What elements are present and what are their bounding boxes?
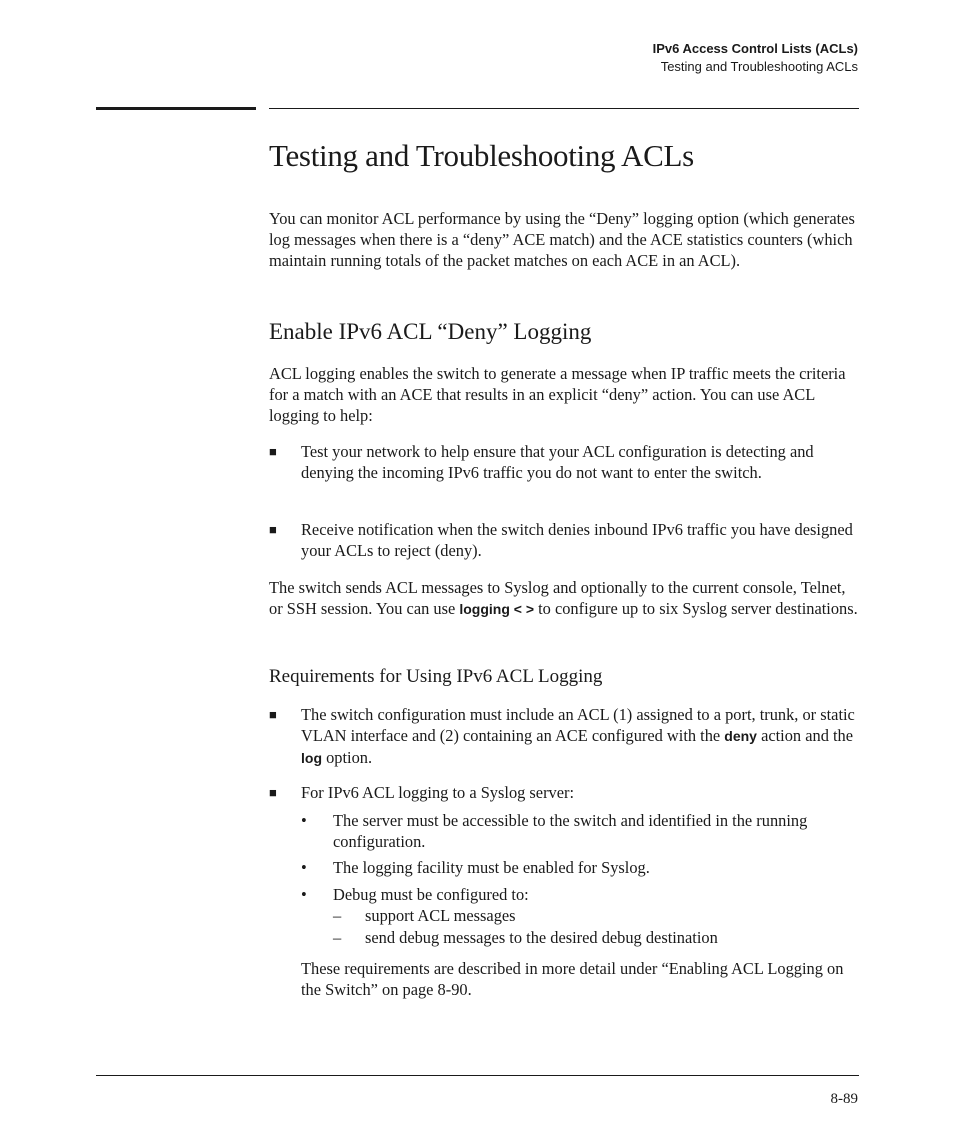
footer-rule: [96, 1075, 859, 1076]
page-title: Testing and Troubleshooting ACLs: [269, 138, 694, 173]
page-number: 8-89: [830, 1091, 858, 1107]
subsection-heading-requirements: Requirements for Using IPv6 ACL Logging: [269, 666, 603, 687]
dash-bullet-icon: –: [333, 906, 342, 925]
dash-text: send debug messages to the desired debug destination: [365, 928, 718, 947]
sub-bullet-text: Debug must be configured to:: [333, 885, 529, 904]
square-bullet-icon: ■: [269, 707, 277, 722]
log-keyword: log: [301, 750, 322, 766]
deny-logging-paragraph: ACL logging enables the switch to generate a message when IP traffic meets the criteria for a match with an ACE that results in an explicit “deny” action. You can use ACL logging to help:: [269, 364, 846, 425]
req-text-a: The switch configuration must include an ACL (1) assigned to a port, trunk, or static VLAN interface and (2) containing an ACE configured with the: [301, 705, 855, 745]
logging-command: logging < >: [459, 601, 535, 617]
bullet-text: Test your network to help ensure that your ACL configuration is detecting and denying the incoming IPv6 traffic you do not want to enter the switch.: [301, 442, 814, 482]
deny-keyword: deny: [724, 728, 757, 744]
header-rule-thin: [269, 108, 859, 109]
dot-bullet-icon: •: [301, 885, 307, 904]
dot-bullet-icon: •: [301, 811, 307, 830]
sub-bullet-text: The server must be accessible to the switch and identified in the running configuration.: [333, 811, 808, 851]
dash-text: support ACL messages: [365, 906, 516, 925]
req-text-b: action and the: [756, 726, 854, 745]
syslog-text-start: The switch sends ACL messages to Syslog and optionally to the current console, Telnet, or SSH session. You can use: [269, 578, 846, 618]
running-header-section: Testing and Troubleshooting ACLs: [660, 59, 858, 74]
req-text-c: option.: [322, 748, 373, 767]
bullet-text: [301, 704, 861, 769]
dash-bullet-icon: –: [333, 928, 342, 947]
intro-paragraph: You can monitor ACL performance by using the “Deny” logging option (which generates log messages when there is a “deny” ACE match) and the ACE statistics counters (which maintain running totals of the packet matches on each ACE in an ACL).: [269, 209, 855, 270]
bullet-text: For IPv6 ACL logging to a Syslog server:: [301, 783, 575, 802]
section-heading-deny-logging: Enable IPv6 ACL “Deny” Logging: [269, 319, 592, 344]
closing-text: These requirements are described in more detail under “Enabling ACL Logging on the Switch” on page 8-90.: [301, 959, 844, 999]
syslog-text-end: to configure up to six Syslog server destinations.: [534, 599, 858, 618]
running-header-chapter: IPv6 Access Control Lists (ACLs): [652, 41, 858, 56]
square-bullet-icon: ■: [269, 444, 277, 459]
dot-bullet-icon: •: [301, 858, 307, 877]
bullet-text: Receive notification when the switch denies inbound IPv6 traffic you have designed your ACLs to reject (deny).: [301, 520, 853, 560]
square-bullet-icon: ■: [269, 522, 277, 537]
syslog-paragraph: [269, 577, 861, 620]
header-rule-thick: [96, 107, 256, 110]
square-bullet-icon: ■: [269, 785, 277, 800]
sub-bullet-text: The logging facility must be enabled for Syslog.: [333, 858, 650, 877]
